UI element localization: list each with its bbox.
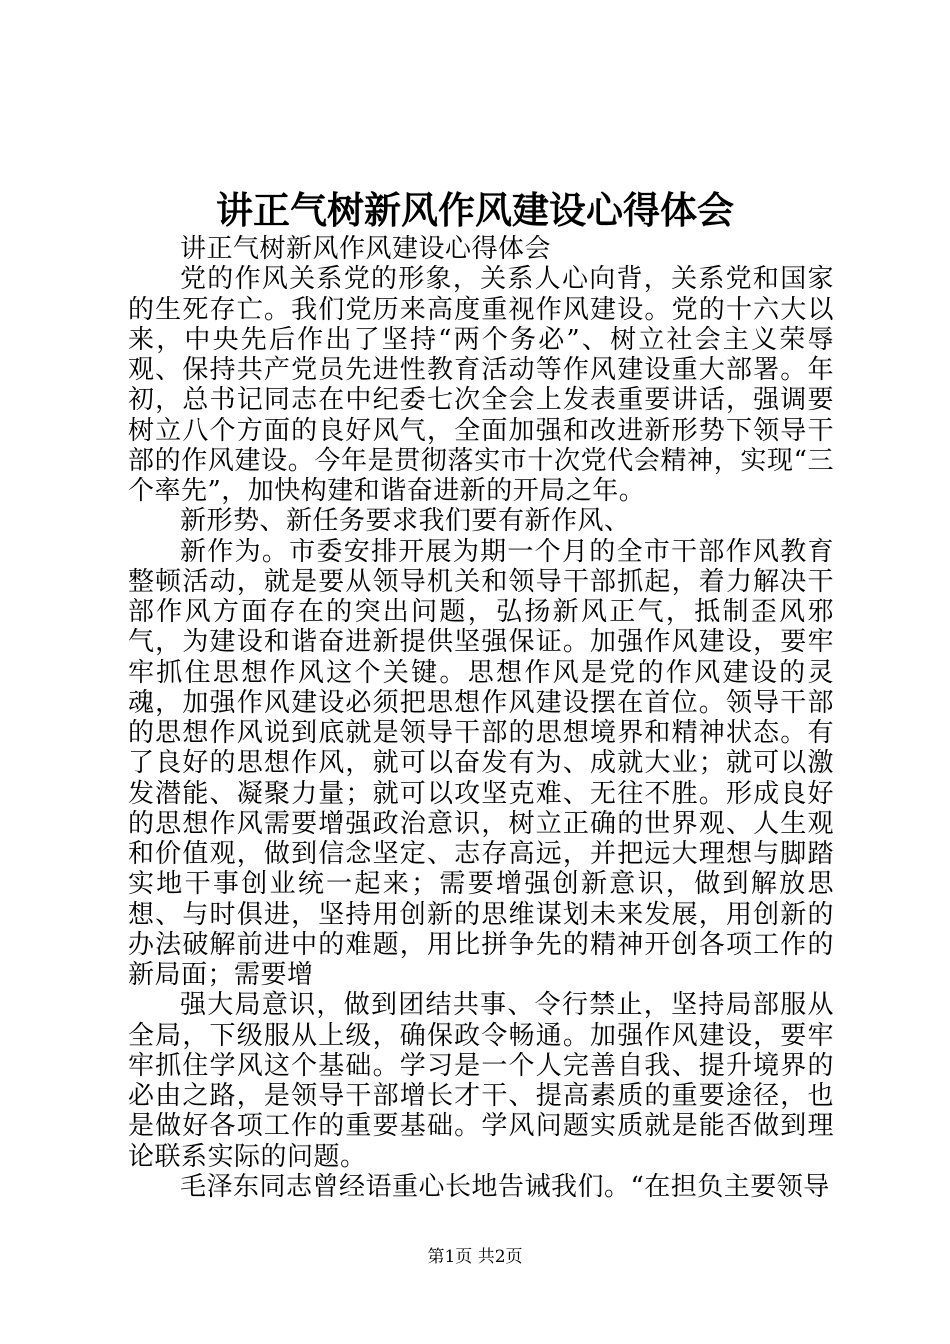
paragraph: 毛泽东同志曾经语重心长地告诫我们。“在担负主要领导 <box>180 1171 830 1202</box>
paragraph: 党的作风关系党的形象，关系人心向背，关系党和国家的生死存亡。我们党历来高度重视作风建设。党的十六大以来，中央先后作出了坚持“两个务必”、树立社会主义荣辱观、保持共产党员先进性教育活动等作风建设重大部署。年初，总书记同志在中纪委七次全会上发表重要讲话，强调要树立八个方面的良好风气，全面加强和改进新形势下领导干部的作风建设。今年是贯彻落实市十次党代会精神，实现“三个率先”，加快构建和谐奋进新的开局之年。 <box>128 264 834 506</box>
document-title: 讲正气树新风作风建设心得体会 <box>216 188 734 232</box>
paragraph: 新作为。市委安排开展为期一个月的全市干部作风教育整顿活动，就是要从领导机关和领导干部抓起，着力解决干部作风方面存在的突出问题，弘扬新风正气，抵制歪风邪气，为建设和谐奋进新提供坚强保证。加强作风建设，要牢牢抓住思想作风这个关键。思想作风是党的作风建设的灵魂，加强作风建设必须把思想作风建设摆在首位。领导干部的思想作风说到底就是领导干部的思想境界和精神状态。有了良好的思想作风，就可以奋发有为、成就大业；就可以激发潜能、凝聚力量；就可以攻坚克难、无往不胜。形成良好的思想作风需要增强政治意识，树立正确的世界观、人生观和价值观，做到信念坚定、志存高远，并把远大理想与脚踏实地干事创业统一起来；需要增强创新意识，做到解放思想、与时俱进，坚持用创新的思维谋划未来发展，用创新的办法破解前进中的难题，用比拼争先的精神开创各项工作的新局面；需要增 <box>128 536 834 990</box>
document-body <box>128 234 834 1202</box>
paragraph: 新形势、新任务要求我们要有新作风、 <box>180 506 631 537</box>
page-footer: 第1页 共2页 <box>427 1247 523 1267</box>
paragraph: 讲正气树新风作风建设心得体会 <box>180 234 552 264</box>
paragraph: 强大局意识，做到团结共事、令行禁止，坚持局部服从全局，下级服从上级，确保政令畅通。加强作风建设，要牢牢抓住学风这个基础。学习是一个人完善自我、提升境界的必由之路，是领导干部增长才干、提高素质的重要途径，也是做好各项工作的重要基础。学风问题实质就是能否做到理论联系实际的问题。 <box>128 990 834 1172</box>
